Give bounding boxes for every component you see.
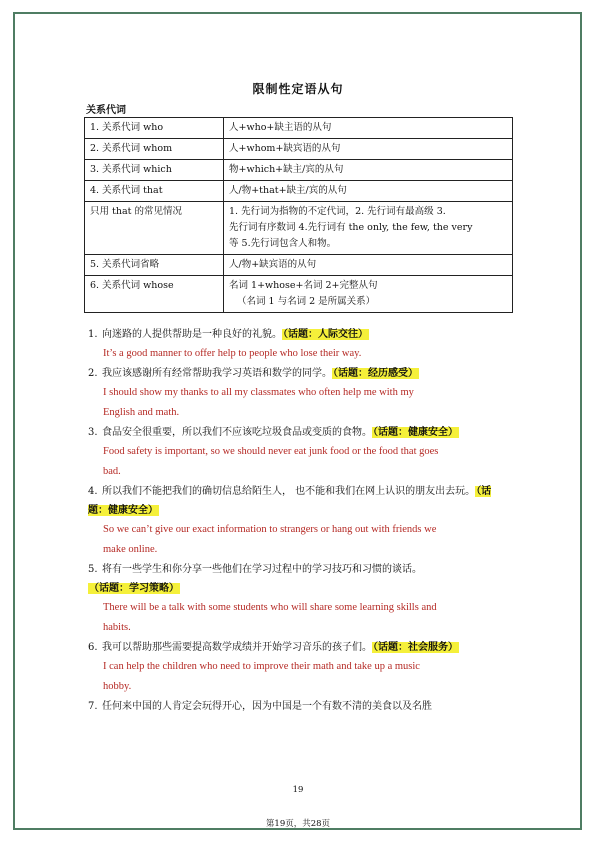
chinese-sentence [88, 325, 508, 344]
list-item [88, 560, 508, 638]
topic-tag: （话题：健康安全） [373, 427, 458, 438]
item-number: 1. [88, 329, 98, 340]
table-row [85, 118, 513, 139]
table-cell-rule [224, 160, 513, 181]
topic-tag: （话题：人际交往） [283, 329, 368, 340]
chinese-text: 我可以帮助那些需要提高数学成绩并开始学习音乐的孩子们。 [102, 642, 372, 653]
rule-line: 人/物+缺宾语的从句 [229, 259, 317, 270]
english-translation: make online. [103, 544, 158, 555]
page-number: 19 [292, 785, 304, 795]
chinese-sentence [88, 364, 508, 383]
english-translation: hobby. [103, 681, 132, 692]
list-item [88, 482, 508, 560]
english-translation: So we can’t give our exact information to strangers or hang out with friends we [103, 524, 437, 535]
topic-tag: （话题：健康安全） [88, 486, 492, 516]
list-item [88, 697, 508, 716]
item-number: 2. [88, 368, 98, 379]
chinese-text: 所以我们不能把我们的确切信息给陌生人， 也不能和我们在网上认识的朋友出去玩。 [102, 486, 476, 497]
item-number: 5. [88, 564, 98, 575]
list-item [88, 325, 508, 364]
item-number: 7. [88, 701, 98, 712]
example-sentences [88, 325, 508, 716]
table-cell-rule [224, 118, 513, 139]
chinese-text: 食品安全很重要，所以我们不应该吃垃圾食品或变质的食物。 [102, 427, 372, 438]
chinese-sentence [88, 482, 508, 520]
table-cell-rule [224, 202, 513, 255]
topic-tag: （话题：经历感受） [333, 368, 418, 379]
table-cell-rule [224, 276, 513, 313]
english-translation: It’s a good manner to offer help to people who lose their way. [103, 348, 362, 359]
table-cell-rule [224, 139, 513, 160]
item-number: 3. [88, 427, 98, 438]
chinese-sentence [88, 560, 508, 598]
table-cell-term: 6. 关系代词 whose [85, 276, 224, 313]
chinese-sentence [88, 638, 508, 657]
chinese-text: 我应该感谢所有经常帮助我学习英语和数学的同学。 [102, 368, 332, 379]
section-label: 关系代词 [86, 105, 126, 116]
table-row [85, 139, 513, 160]
table-cell-term: 1. 关系代词 who [85, 118, 224, 139]
item-number: 4. [88, 486, 98, 497]
english-translation: Food safety is important, so we should never eat junk food or the food that goes [103, 446, 439, 457]
table-cell-rule [224, 181, 513, 202]
table-row [85, 202, 513, 255]
chinese-sentence [88, 423, 508, 442]
table-cell-term: 4. 关系代词 that [85, 181, 224, 202]
topic-tag: （话题：社会服务） [373, 642, 458, 653]
table-row [85, 160, 513, 181]
chinese-text: 将有一些学生和你分享一些他们在学习过程中的学习技巧和习惯的谈话。 [102, 564, 422, 575]
relative-pronoun-table [84, 117, 513, 313]
rule-line: 名词 1+whose+名词 2+完整从句 [229, 280, 378, 291]
rule-line: （名词 1 与名词 2 是所属关系） [237, 296, 376, 307]
table-cell-term: 2. 关系代词 whom [85, 139, 224, 160]
table-cell-term: 3. 关系代词 which [85, 160, 224, 181]
page-title: 限制性定语从句 [252, 82, 344, 96]
table-cell-term: 5. 关系代词省略 [85, 255, 224, 276]
table-row [85, 255, 513, 276]
table-cell-rule [224, 255, 513, 276]
table-row [85, 181, 513, 202]
table-cell-term: 只用 that 的常见情况 [85, 202, 224, 255]
topic-tag: （话题：学习策略） [89, 583, 179, 594]
list-item [88, 423, 508, 482]
chinese-text: 向迷路的人提供帮助是一种良好的礼貌。 [102, 329, 282, 340]
rule-line: 等 5.先行词包含人和物。 [229, 238, 337, 249]
rule-line: 人+who+缺主语的从句 [229, 122, 332, 133]
table-row [85, 276, 513, 313]
rule-line: 人/物+that+缺主/宾的从句 [229, 185, 347, 196]
english-translation: English and math. [103, 407, 180, 418]
chinese-text: 任何来中国的人肯定会玩得开心，因为中国是一个有数不清的美食以及名胜 [102, 701, 432, 712]
list-item [88, 364, 508, 423]
rule-line: 物+which+缺主/宾的从句 [229, 164, 344, 175]
rule-line: 1. 先行词为指物的不定代词，2. 先行词有最高级 3. [229, 206, 446, 217]
item-number: 6. [88, 642, 98, 653]
rule-line: 人+whom+缺宾语的从句 [229, 143, 341, 154]
english-translation: I should show my thanks to all my classmates who often help me with my [103, 387, 414, 398]
english-translation: habits. [103, 622, 131, 633]
english-translation: I can help the children who need to improve their math and take up a music [103, 661, 420, 672]
english-translation: There will be a talk with some students who will share some learning skills and [103, 602, 437, 613]
page-footer: 第19页，共28页 [265, 819, 331, 829]
chinese-sentence [88, 697, 508, 716]
rule-line: 先行词有序数词 4.先行词有 the only, the few, the very [229, 222, 473, 233]
english-translation: bad. [103, 466, 121, 477]
list-item [88, 638, 508, 697]
